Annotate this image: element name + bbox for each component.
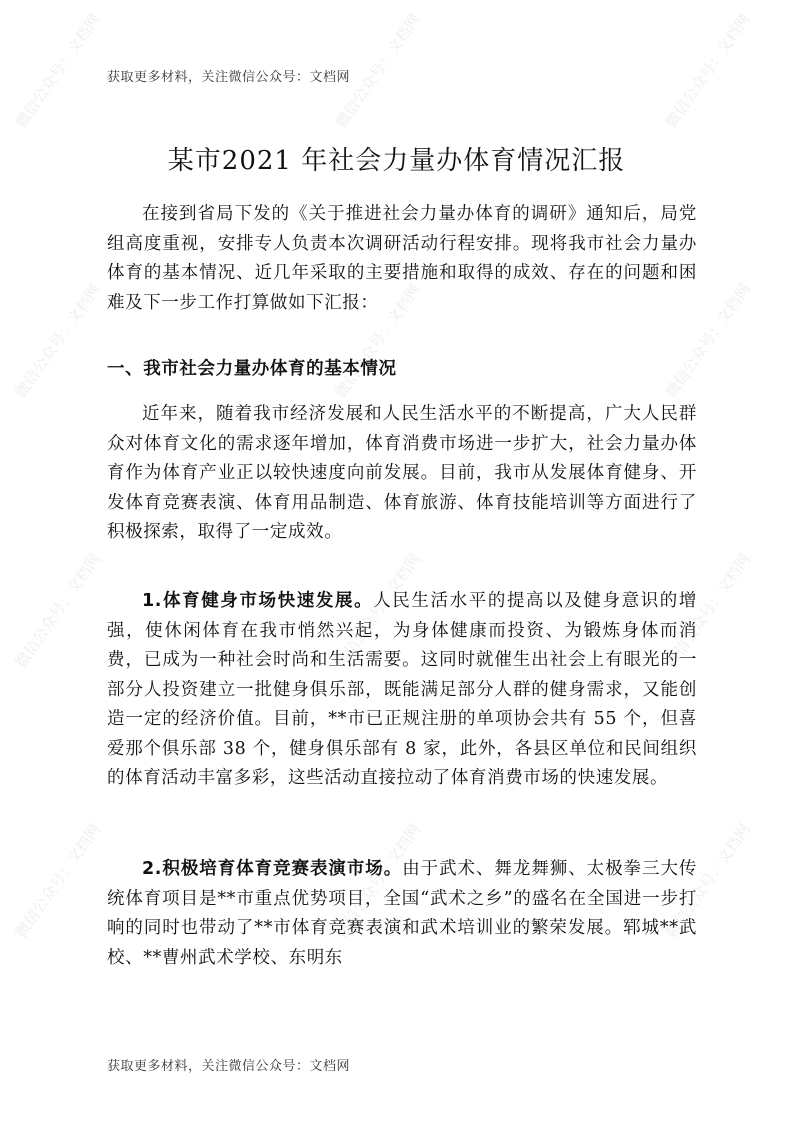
item2-body: 由于武术、舞龙舞狮、太极拳三大传统体育项目是**市重点优势项目，全国“武术之乡”的盛名在全国进一步打响的同时也带动了**市体育竞赛表演和武术培训业的繁荣发展。郓城**武校、**曹州武术学校、东明东 (107, 859, 697, 968)
intro-block (107, 200, 697, 318)
watermark: 微信公众号：文档网 (11, 820, 105, 942)
item2-paragraph (107, 855, 697, 973)
document-title: 某市2021 年社会力量办体育情况汇报 (167, 146, 626, 176)
watermark: 微信公众号：文档网 (661, 10, 755, 132)
item1-body: 人民生活水平的提高以及健身意识的增强，使休闲体育在我市悄然兴起，为身体健康而投资、为锻炼身体而消费，已成为一种社会时尚和生活需要。这同时就催生出社会上有眼光的一部分人投资建立一批健身俱乐部，既能满足部分人群的健身需求，又能创造一定的经济价值。目前，**市已正规注册的单项协会共有 55 个，但喜爱那个俱乐部 38 个，健身俱乐部有 8 家，此外，各县区单位和民间组织的体育活动丰富多彩，这些活动直接拉动了体育消费市场的快速发展。 (107, 591, 697, 788)
item2-block (107, 855, 697, 973)
watermark: 微信公众号：文档网 (331, 820, 425, 942)
watermark: 微信公众号：文档网 (331, 280, 425, 402)
item2-heading: 2.积极培育体育竞赛表演市场。 (142, 859, 403, 879)
watermark: 微信公众号：文档网 (11, 10, 105, 132)
page-header-note: 获取更多材料，关注微信公众号：文档网 (107, 70, 351, 85)
item1-paragraph (107, 587, 697, 794)
item1-block (107, 587, 697, 794)
watermark: 微信公众号：文档网 (661, 820, 755, 942)
watermark: 微信公众号：文档网 (11, 550, 105, 672)
page-footer-note: 获取更多材料，关注微信公众号：文档网 (107, 1059, 351, 1074)
watermark: 微信公众号：文档网 (331, 10, 425, 132)
section-heading: 一、我市社会力量办体育的基本情况 (107, 359, 397, 379)
watermark: 微信公众号：文档网 (661, 550, 755, 672)
section1-block (107, 400, 697, 548)
watermark: 微信公众号：文档网 (661, 280, 755, 402)
item1-heading: 1.体育健身市场快速发展。 (142, 591, 374, 611)
section1-heading-block (107, 355, 697, 385)
intro-paragraph: 在接到省局下发的《关于推进社会力量办体育的调研》通知后，局党组高度重视，安排专人负责本次调研活动行程安排。现将我市社会力量办体育的基本情况、近几年采取的主要措施和取得的成效、存在的问题和困难及下一步工作打算做如下汇报： (107, 204, 697, 313)
section1-paragraph: 近年来，随着我市经济发展和人民生活水平的不断提高，广大人民群众对体育文化的需求逐年增加，体育消费市场进一步扩大，社会力量办体育作为体育产业正以较快速度向前发展。目前，我市从发展体育健身、开发体育竞赛表演、体育用品制造、体育旅游、体育技能培训等方面进行了积极探索，取得了一定成效。 (107, 404, 697, 542)
watermark: 微信公众号：文档网 (11, 280, 105, 402)
watermark: 微信公众号：文档网 (331, 550, 425, 672)
